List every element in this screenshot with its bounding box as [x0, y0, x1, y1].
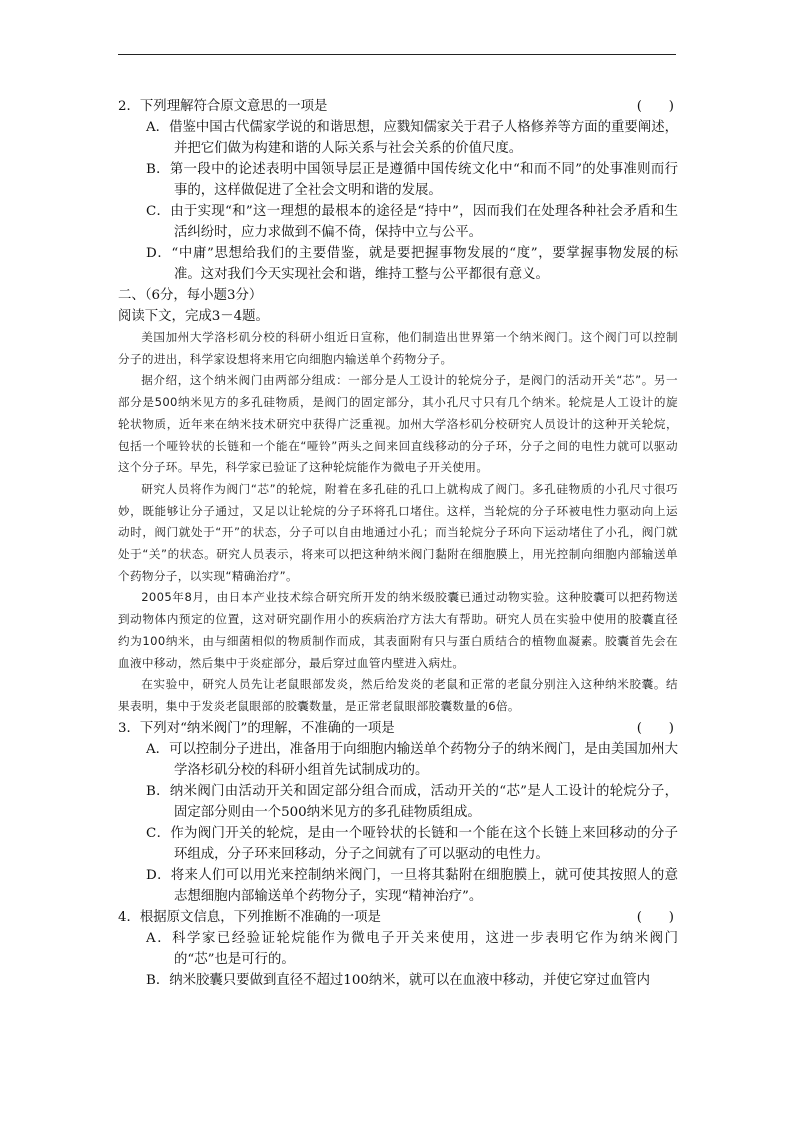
option-d: D．“中庸”思想给我们的主要借鉴，就是要把握事物发展的“度”，要掌握事物发展的标准。这对我们今天实现社会和谐，维持工整与公平都很有意义。 — [146, 246, 678, 282]
exam-page-content — [118, 96, 678, 991]
option-b: B．第一段中的论述表明中国领导层正是遵循中国传统文化中“和而不同”的处事准则而行事的，这样做促进了全社会文明和谐的发展。 — [146, 162, 678, 198]
passage-paragraph: 据介绍，这个纳米阀门由两部分组成：一部分是人工设计的轮烷分子，是阀门的活动开关“芯”。另一部分是500纳米见方的多孔硅物质，是阀门的固定部分，其小孔尺寸只有几个纳米。轮烷是人工设计的旋轮状物质，近年来在纳米技术研究中获得广泛重视。加州大学洛杉矶分校研究人员设计的这种开关轮烷，包括一个哑铃状的长链和一个能在“哑铃”两头之间来回直线移动的分子环，分子之间的电性力就可以驱动这个分子环。早先，科学家已验证了这种轮烷能作为微电子开关使用。 — [118, 373, 678, 475]
question-stem — [118, 907, 678, 928]
question-4 — [118, 907, 678, 991]
option-b: B．纳米阀门由活动开关和固定部分组合而成，活动开关的“芯”是人工设计的轮烷分子，固定部分则由一个500纳米见方的多孔硅物质组成。 — [146, 783, 678, 820]
option-d: D．将来人们可以用光来控制纳米阀门，一旦将其黏附在细胞膜上，就可使其按照人的意志想细胞内部输送单个药物分子，实现“精神治疗”。 — [146, 867, 678, 904]
question-2 — [118, 96, 678, 285]
passage-paragraph: 在实验中，研究人员先让老鼠眼部发炎，然后给发炎的老鼠和正常的老鼠分别注入这种纳米胶囊。结果表明，集中于发炎老鼠眼部的胶囊数量，是正常老鼠眼部胶囊数量的6倍。 — [118, 677, 678, 713]
section-heading: 二、（6分，每小题3分） — [118, 288, 263, 303]
question-stem — [118, 96, 678, 117]
option-a: A．科学家已经验证轮烷能作为微电子开关来使用，这进一步表明它作为纳米阀门的“芯”也是可行的。 — [146, 930, 678, 967]
question-stem-text: 4．根据原文信息，下列推断不准确的一项是 — [118, 909, 381, 925]
question-3 — [118, 718, 678, 907]
passage-paragraph: 研究人员将作为阀门“芯”的轮烷，附着在多孔硅的孔口上就构成了阀门。多孔硅物质的小孔尺寸很巧妙，既能够让分子通过，又足以让轮烷的分子环将孔口堵住。这样，当轮烷的分子环被电性力驱动向上运动时，阀门就处于“开”的状态，分子可以自由地通过小孔；而当轮烷分子环向下运动堵住了小孔，阀门就处于“关”的状态。研究人员表示，将来可以把这种纳米阀门黏附在细胞膜上，用光控制向细胞内部输送单个药物分子，以实现“精确治疗”。 — [118, 481, 678, 583]
option-a: A．借鉴中国古代儒家学说的和谐思想，应戮知儒家关于君子人格修养等方面的重要阐述，并把它们做为构建和谐的人际关系与社会关系的价值尺度。 — [146, 120, 678, 156]
header-rule — [118, 54, 676, 55]
option-a: A．可以控制分子进出，准备用于向细胞内输送单个药物分子的纳米阀门，是由美国加州大学洛杉矶分校的科研小组首先试制成功的。 — [146, 741, 678, 778]
section-instruction: 阅读下文，完成3－4题。 — [118, 309, 269, 324]
option-c: C．由于实现“和”这一理想的最根本的途径是“持中”，因而我们在处理各种社会矛盾和生活纠纷时，应力求做到不偏不倚，保持中立与公平。 — [146, 204, 678, 240]
reading-passage — [118, 327, 678, 718]
question-stem-text: 3．下列对“纳米阀门”的理解，不准确的一项是 — [118, 720, 395, 736]
option-b: B．纳米胶囊只要做到直径不超过100纳米，就可以在血液中移动，并使它穿过血管内 — [146, 972, 651, 988]
answer-blank: ( ) — [636, 99, 674, 114]
question-stem-text: 2．下列理解符合原文意思的一项是 — [118, 99, 328, 114]
question-stem — [118, 718, 678, 739]
passage-paragraph: 2005年8月，由日本产业技术综合研究所开发的纳米级胶囊已通过动物实验。这种胶囊可以把药物送到动物体内预定的位置，这对研究副作用小的疾病治疗方法大有帮助。研究人员在实验中使用的胶囊直径约为100纳米，由与细菌相似的物质制作而成，其表面附有只与蛋白质结合的植物血凝素。胶囊首先会在血液中移动，然后集中于炎症部分，最后穿过血管内壁进入病灶。 — [118, 590, 678, 670]
answer-blank: ( ) — [636, 909, 674, 925]
option-c: C．作为阀门开关的轮烷，是由一个哑铃状的长链和一个能在这个长链上来回移动的分子环组成，分子环来回移动，分子之间就有了可以驱动的电性力。 — [146, 825, 678, 862]
passage-paragraph: 美国加州大学洛杉矶分校的科研小组近日宣称，他们制造出世界第一个纳米阀门。这个阀门可以控制分子的进出，科学家设想将来用它向细胞内输送单个药物分子。 — [118, 330, 678, 366]
answer-blank: ( ) — [636, 720, 674, 736]
